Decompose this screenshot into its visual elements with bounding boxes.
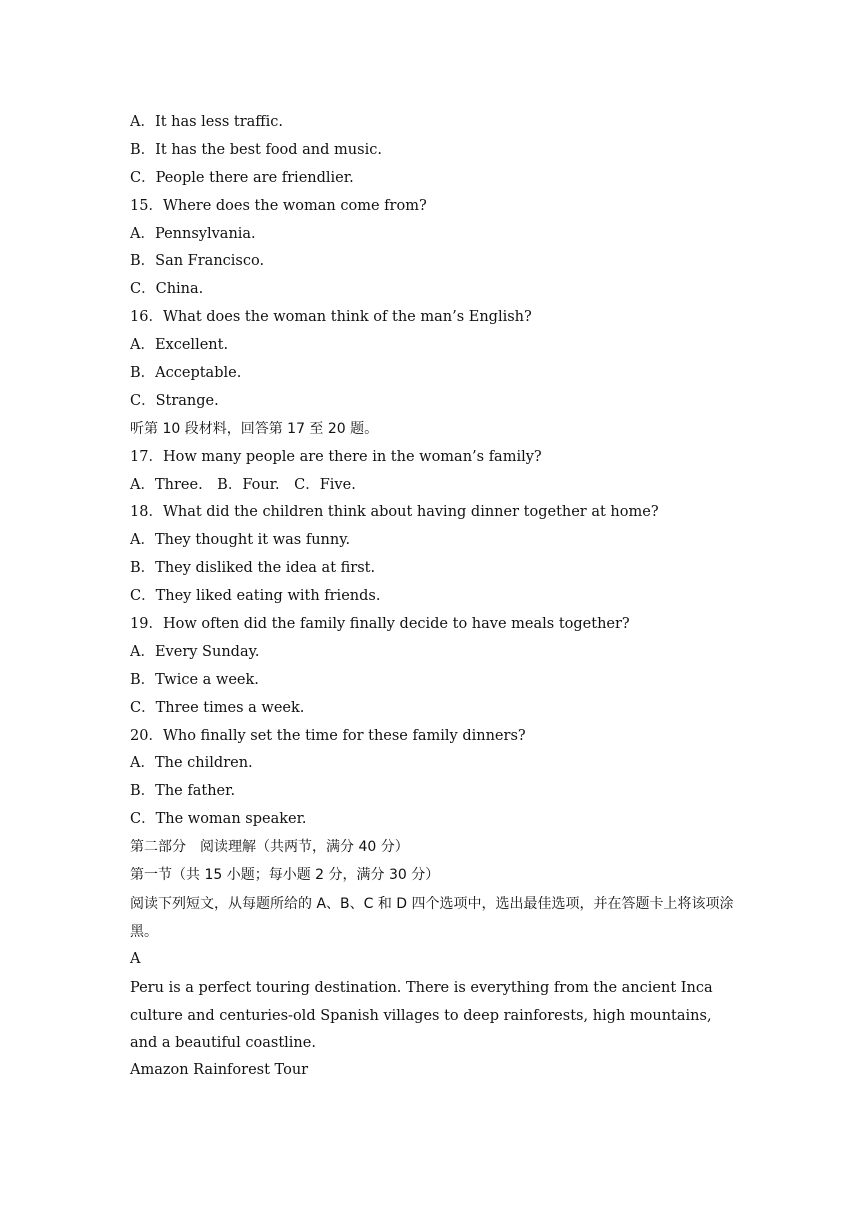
section-instruction-material-10: 听第 10 段材料，回答第 17 至 20 题。: [130, 420, 379, 437]
q18-option-c: C．They liked eating with friends.: [130, 588, 381, 605]
q20-option-c: C．The woman speaker.: [130, 811, 307, 828]
q14-option-a: A．It has less traffic.: [130, 114, 283, 130]
passage-subheading: Amazon Rainforest Tour: [130, 1062, 309, 1079]
q14-option-c: C．People there are friendlier.: [130, 169, 354, 186]
q20-option-a: A．The children.: [130, 755, 253, 772]
passage-label: A: [130, 950, 141, 967]
document-body: [130, 110, 740, 1086]
part-two-heading: 第二部分 阅读理解（共两节，满分 40 分）: [130, 839, 409, 856]
question-17: 17．How many people are there in the woman’s family?: [130, 448, 542, 465]
question-19: 19．How often did the family finally decide to have meals together?: [130, 616, 630, 633]
section-one-heading: 第一节（共 15 小题；每小题 2 分，满分 30 分）: [130, 867, 440, 884]
question-18: 18．What did the children think about having dinner together at home?: [130, 504, 659, 521]
q19-option-c: C．Three times a week.: [130, 699, 305, 716]
q14-option-b: B．It has the best food and music.: [130, 141, 382, 158]
q16-option-c: C．Strange.: [130, 392, 219, 409]
q16-option-b: B．Acceptable.: [130, 365, 242, 382]
q16-option-a: A．Excellent.: [130, 337, 229, 354]
question-20: 20．Who finally set the time for these family dinners?: [130, 727, 526, 744]
question-15: 15．Where does the woman come from?: [130, 197, 427, 214]
q19-option-b: B．Twice a week.: [130, 671, 259, 688]
question-16: 16．What does the woman think of the man’s English?: [130, 309, 532, 326]
q18-option-a: A．They thought it was funny.: [130, 532, 351, 549]
q15-option-b: B．San Francisco.: [130, 253, 265, 270]
q19-option-a: A．Every Sunday.: [130, 643, 260, 660]
reading-instructions: 阅读下列短文，从每题所给的 A、B、C 和 D 四个选项中，选出最佳选项，并在答题卡上将该项涂黑。: [130, 895, 734, 940]
q15-option-a: A．Pennsylvania.: [130, 225, 256, 242]
q15-option-c: C．China.: [130, 281, 204, 298]
q17-options: A．Three. B．Four. C．Five.: [130, 476, 356, 493]
q18-option-b: B．They disliked the idea at first.: [130, 560, 376, 577]
passage-intro-paragraph: Peru is a perfect touring destination. There is everything from the ancient Inca culture and centuries-old Spanish villages to deep rainforests, high mountains, and a beautiful coastline.: [130, 979, 713, 1052]
q20-option-b: B．The father.: [130, 783, 236, 800]
